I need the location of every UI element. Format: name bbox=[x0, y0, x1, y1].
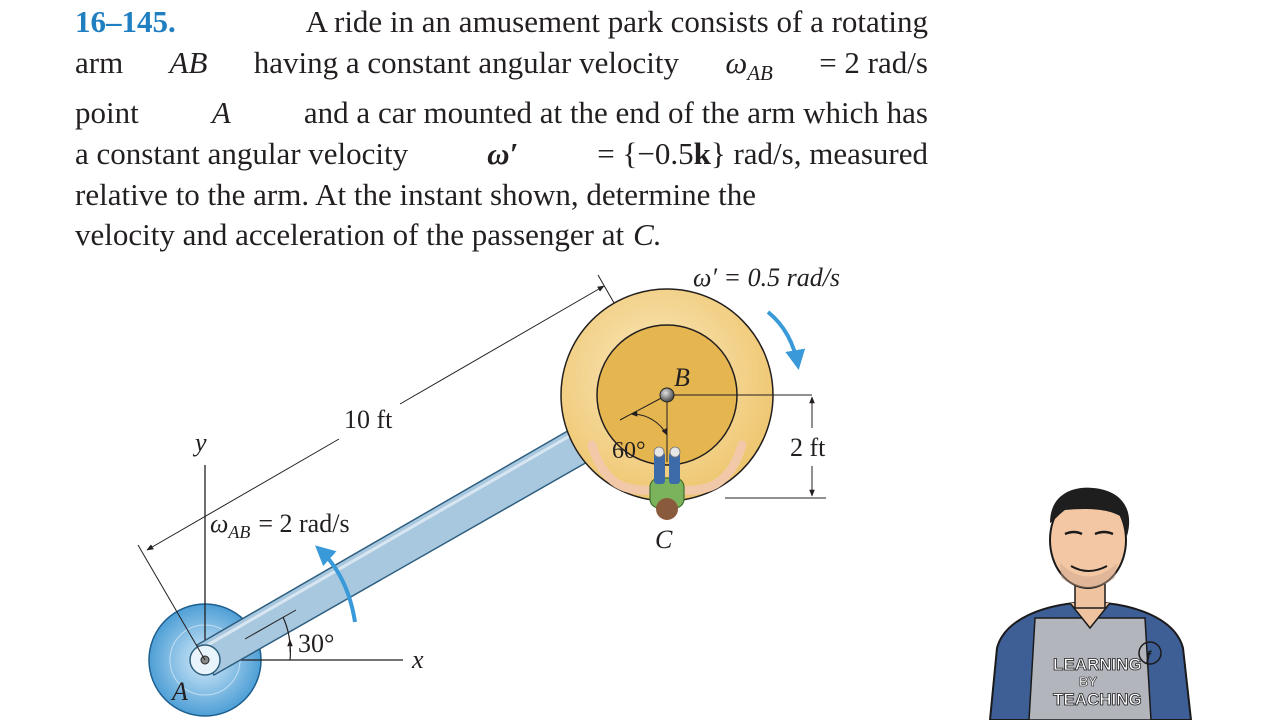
arm-highlight bbox=[199, 430, 580, 650]
problem-value-part: = {−0.5 bbox=[597, 135, 694, 171]
problem-var-c: C. bbox=[633, 217, 662, 253]
problem-text-3: and a car mounted at the end of the arm which has bbox=[303, 95, 928, 131]
svg-text:ƒ: ƒ bbox=[1145, 647, 1153, 663]
mascot-logo-line3: TEACHING bbox=[1053, 690, 1142, 709]
angle-60-label: 60° bbox=[612, 438, 646, 464]
mascot-logo-line1: LEARNING bbox=[1053, 655, 1142, 674]
omega-ab-label bbox=[210, 509, 350, 542]
omega-ab-value: = 2 rad/s bbox=[258, 509, 350, 538]
problem-text-6: velocity and acceleration of the passenger at bbox=[75, 217, 625, 253]
angle-30-label: 30° bbox=[298, 629, 335, 658]
omega-ab-subscript: AB bbox=[228, 522, 251, 542]
problem-text-1: A ride in an amusement park consists of a rotating bbox=[305, 4, 928, 39]
arm-ab bbox=[197, 425, 596, 675]
point-b-label: B bbox=[674, 363, 690, 392]
omega-prime-label: ω′ = 0.5 rad/s bbox=[693, 263, 841, 292]
radius-label: 2 ft bbox=[790, 433, 826, 462]
y-axis-label: y bbox=[195, 428, 207, 457]
problem-var-a: A bbox=[211, 95, 231, 131]
pin-b bbox=[660, 388, 674, 402]
omega-ab-symbol: ω bbox=[210, 509, 229, 538]
problem-text-4: a constant angular velocity bbox=[75, 135, 409, 171]
problem-text-2: having a constant angular velocity bbox=[253, 44, 679, 80]
x-axis-label: x bbox=[412, 645, 424, 674]
omega-subscript: AB bbox=[747, 60, 773, 85]
problem-value-2: = 2 rad/s bbox=[819, 44, 928, 80]
omega-prime-vector: ω′ bbox=[487, 135, 519, 171]
omega-prime-arrow bbox=[768, 312, 798, 366]
mascot-logo-line2: BY bbox=[1079, 674, 1098, 689]
unit-vector-k: k bbox=[693, 135, 711, 171]
problem-text-5: relative to the arm. At the instant shown, determine the bbox=[75, 176, 756, 212]
point-a-label: A bbox=[172, 677, 188, 706]
problem-word: arm bbox=[75, 44, 124, 80]
length-label: 10 ft bbox=[344, 405, 393, 434]
point-c-label: C bbox=[655, 525, 673, 554]
omega-symbol: ω bbox=[725, 44, 748, 80]
problem-word: point bbox=[75, 95, 139, 131]
mascot-illustration bbox=[975, 478, 1205, 720]
problem-value-part: } rad/s, measured bbox=[710, 135, 928, 171]
problem-number: 16–145. bbox=[75, 4, 176, 39]
problem-var-ab: AB bbox=[169, 44, 208, 80]
